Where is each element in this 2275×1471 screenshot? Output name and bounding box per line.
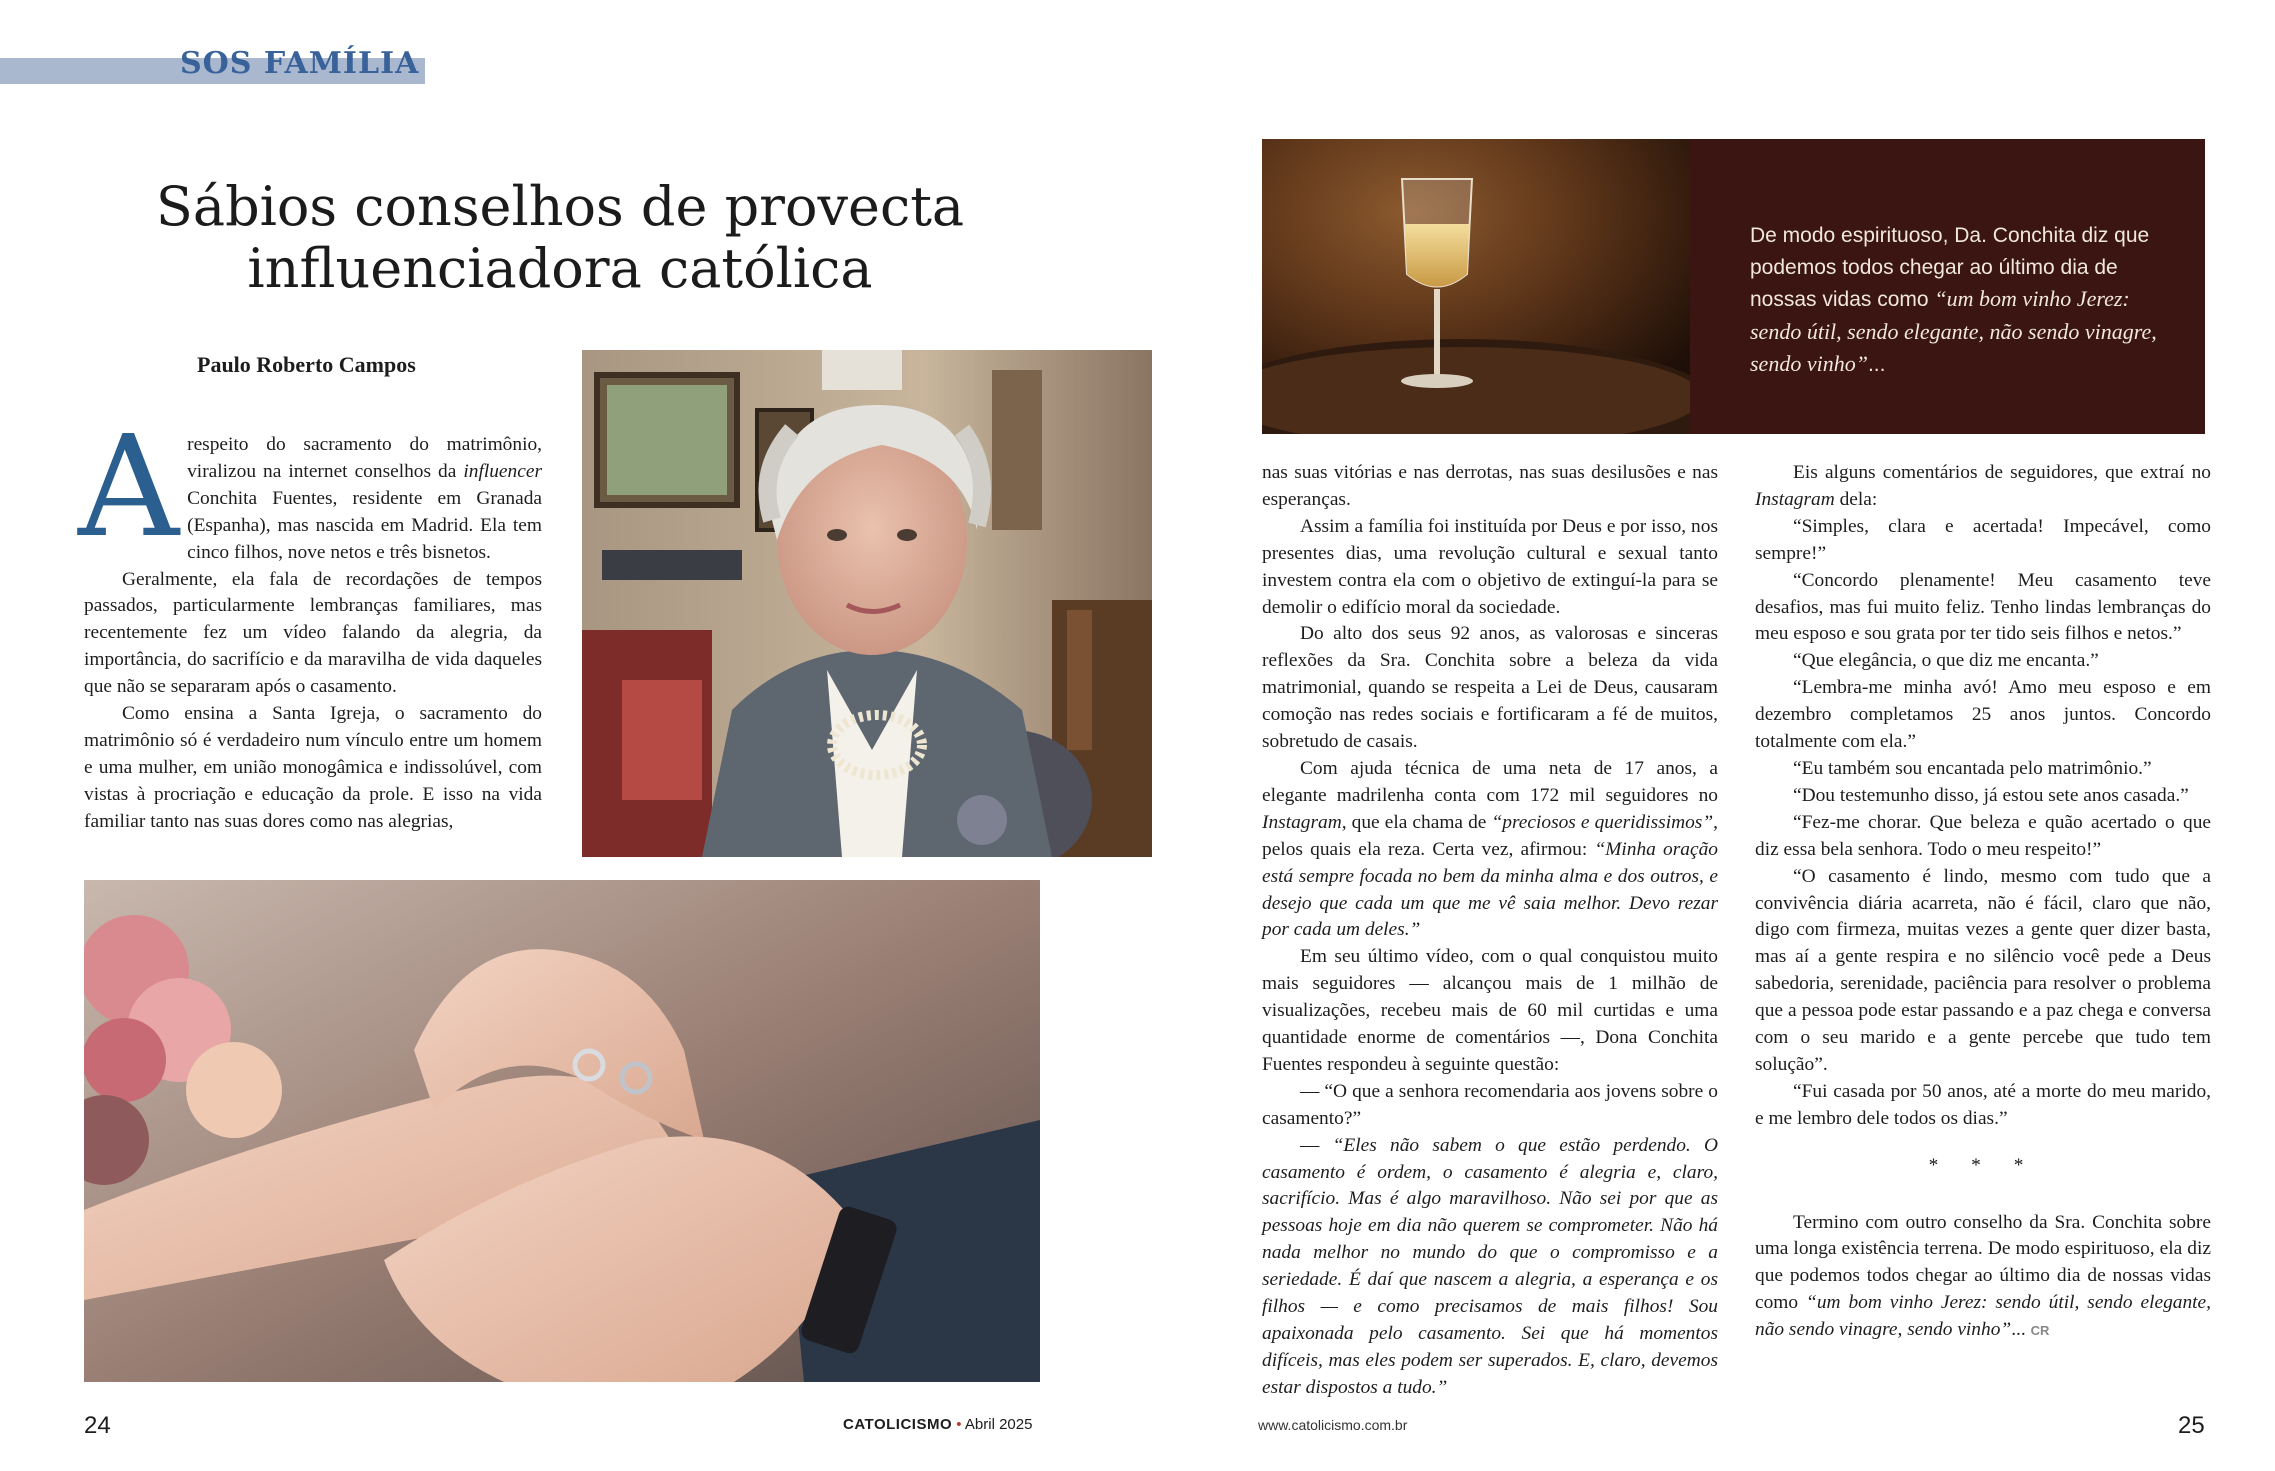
comment: “Lembra-me minha avó! Amo meu esposo e em dezembro completamos 25 anos juntos. Concordo totalmente com ela.” (1755, 677, 2211, 753)
wedding-ring-photo (84, 880, 1040, 1382)
comment: “Fui casada por 50 anos, até a morte do meu marido, e me lembro dele todos os dias.” (1755, 1080, 2211, 1129)
sherry-glass-image (1262, 139, 1692, 434)
magazine-footer: CATOLICISMO • Abril 2025 (843, 1416, 1033, 1433)
paragraph: A respeito do sacramento do matrimônio, viralizou na internet conselhos da influencer Conchita Fuentes, residente em Granada (Espanha), mas nascida em Madrid. Ela tem cinco filhos, nove netos e três bisnetos. (78, 406, 542, 569)
comment: “Que elegância, o que diz me encanta.” (1793, 650, 2099, 672)
portrait-photo (582, 350, 1152, 857)
comment: “O casamento é lindo, mesmo com tudo que a convivência diária acarreta, não é fácil, claro que não, digo com firmeza, muitas vezes a gente quer dizer basta, mas aí a gente respira e no silêncio você pede a Deus sabedoria, serenidade, paciência para resolver o problema que a pessoa pode estar passando e a paz chega e conversa com o seu marido e a gente percebe que tudo tem solução”. (1755, 865, 2211, 1075)
comment: “Simples, clara e acertada! Impecável, como sempre!” (1755, 515, 2211, 564)
wine-glass-photo (1262, 139, 1692, 434)
column-1 (78, 406, 542, 836)
page-number-left: 24 (84, 1412, 111, 1439)
article-title (110, 176, 1010, 300)
paragraph: Como ensina a Santa Igreja, o sacramento do matrimônio só é verdadeiro num vínculo entre um homem e uma mulher, em união monogâmica e indissolúvel, com vistas à procriação e educação da prole. E isso na vida familiar tanto nas suas dores como nas alegrias, (84, 703, 542, 832)
paragraph: Geralmente, ela fala de recordações de tempos passados, particularmente lembranças familiares, mas recentemente fez um vídeo falando da alegria, da importância, do sacrifício e da maravilha de vida daqueles que não se separaram após o casamento. (84, 568, 542, 698)
wedding-hands-image (84, 880, 1040, 1382)
elderly-woman-portrait-image (582, 350, 1152, 857)
author-byline: Paulo Roberto Campos (197, 352, 416, 377)
column-3 (1755, 460, 2211, 1345)
title-line-1: Sábios conselhos de provecta (155, 175, 965, 238)
end-mark-icon: CR (2030, 1323, 2050, 1339)
page-number-right: 25 (2178, 1412, 2205, 1439)
paragraph: Do alto dos seus 92 anos, as valorosas e sinceras reflexões da Sra. Conchita sobre a beleza da vida matrimonial, quando se respeita a Lei de Deus, causaram comoção nas redes sociais e fortificaram a fé de muitos, sobretudo de casais. (1262, 623, 1718, 753)
paragraph: Termino com outro conselho da Sra. Conchita sobre uma longa existência terrena. De modo espirituoso, ela diz que podemos todos chegar ao último dia de nossas vidas como “um bom vinho Jerez: sendo útil, sendo elegante, não sendo vinagre, sendo vinho”... CR (1755, 1211, 2211, 1341)
paragraph: Assim a família foi instituída por Deus e por isso, nos presentes dias, uma revolução cultural e sexual tanto investem contra ela com o objetivo de extinguí-la para se demolir o edifício moral da sociedade. (1262, 515, 1718, 618)
comment: “Concordo plenamente! Meu casamento teve desafios, mas fui muito feliz. Tenho lindas lembranças do meu esposo e sou grata por ter tido seis filhos e netos.” (1755, 569, 2211, 645)
section-label: SOS FAMÍLIA (180, 46, 420, 81)
website-url[interactable]: www.catolicismo.com.br (1258, 1417, 1408, 1433)
paragraph: nas suas vitórias e nas derrotas, nas suas desilusões e nas esperanças. (1262, 462, 1718, 510)
comment: “Eu também sou encantada pelo matrimônio.” (1793, 757, 2152, 779)
paragraph: Eis alguns comentários de seguidores, que extraí no Instagram dela: (1755, 462, 2211, 510)
column-2 (1262, 460, 1718, 1402)
comment: “Dou testemunho disso, já estou sete anos casada.” (1793, 784, 2189, 806)
title-line-2: influenciadora católica (247, 237, 873, 300)
comment: “Fez-me chorar. Que beleza e quão acertado o que diz essa bela senhora. Todo o meu respeito!” (1755, 811, 2211, 860)
question: — “O que a senhora recomendaria aos jovens sobre o casamento?” (1262, 1080, 1718, 1129)
photo-caption: De modo espirituoso, Da. Conchita diz que podemos todos chegar ao último dia de nossas vidas como “um bom vinho Jerez: sendo útil, sendo elegante, não sendo vinagre, sendo vinho”... (1750, 224, 2157, 376)
answer-quote: — “Eles não sabem o que estão perdendo. O casamento é ordem, o casamento é alegria e, claro, sacrifício. Mas é algo maravilhoso. Não sei por que as pessoas hoje em dia não querem se comprometer. Não há nada melhor no mundo do que o compromisso e a seriedade. É daí que nascem a alegria, a esperança e os filhos — e como precisamos de mais filhos! Sou apaixonada pelo casamento. Sei que há momentos difíceis, mas eles podem ser superados. E, claro, devemos estar dispostos a tudo.” (1262, 1134, 1718, 1398)
drop-cap: A (78, 406, 180, 569)
section-break-stars: * * * (1928, 1154, 2038, 1176)
paragraph: Com ajuda técnica de uma neta de 17 anos, a elegante madrilenha conta com 172 mil seguidores no Instagram, que ela chama de “preciosos e queridissimos”, pelos quais ela reza. Certa vez, afirmou: “Minha oração está sempre focada no bem da minha alma e dos outros, e desejo que cada um que me vê saia melhor. Devo rezar por cada um deles.” (1262, 757, 1718, 941)
paragraph: Em seu último vídeo, com o qual conquistou muito mais seguidores — alcançou mais de 1 milhão de visualizações, recebeu mais de 60 mil curtidas e uma quantidade enorme de comentários —, Dona Conchita Fuentes respondeu à seguinte questão: (1262, 946, 1718, 1075)
